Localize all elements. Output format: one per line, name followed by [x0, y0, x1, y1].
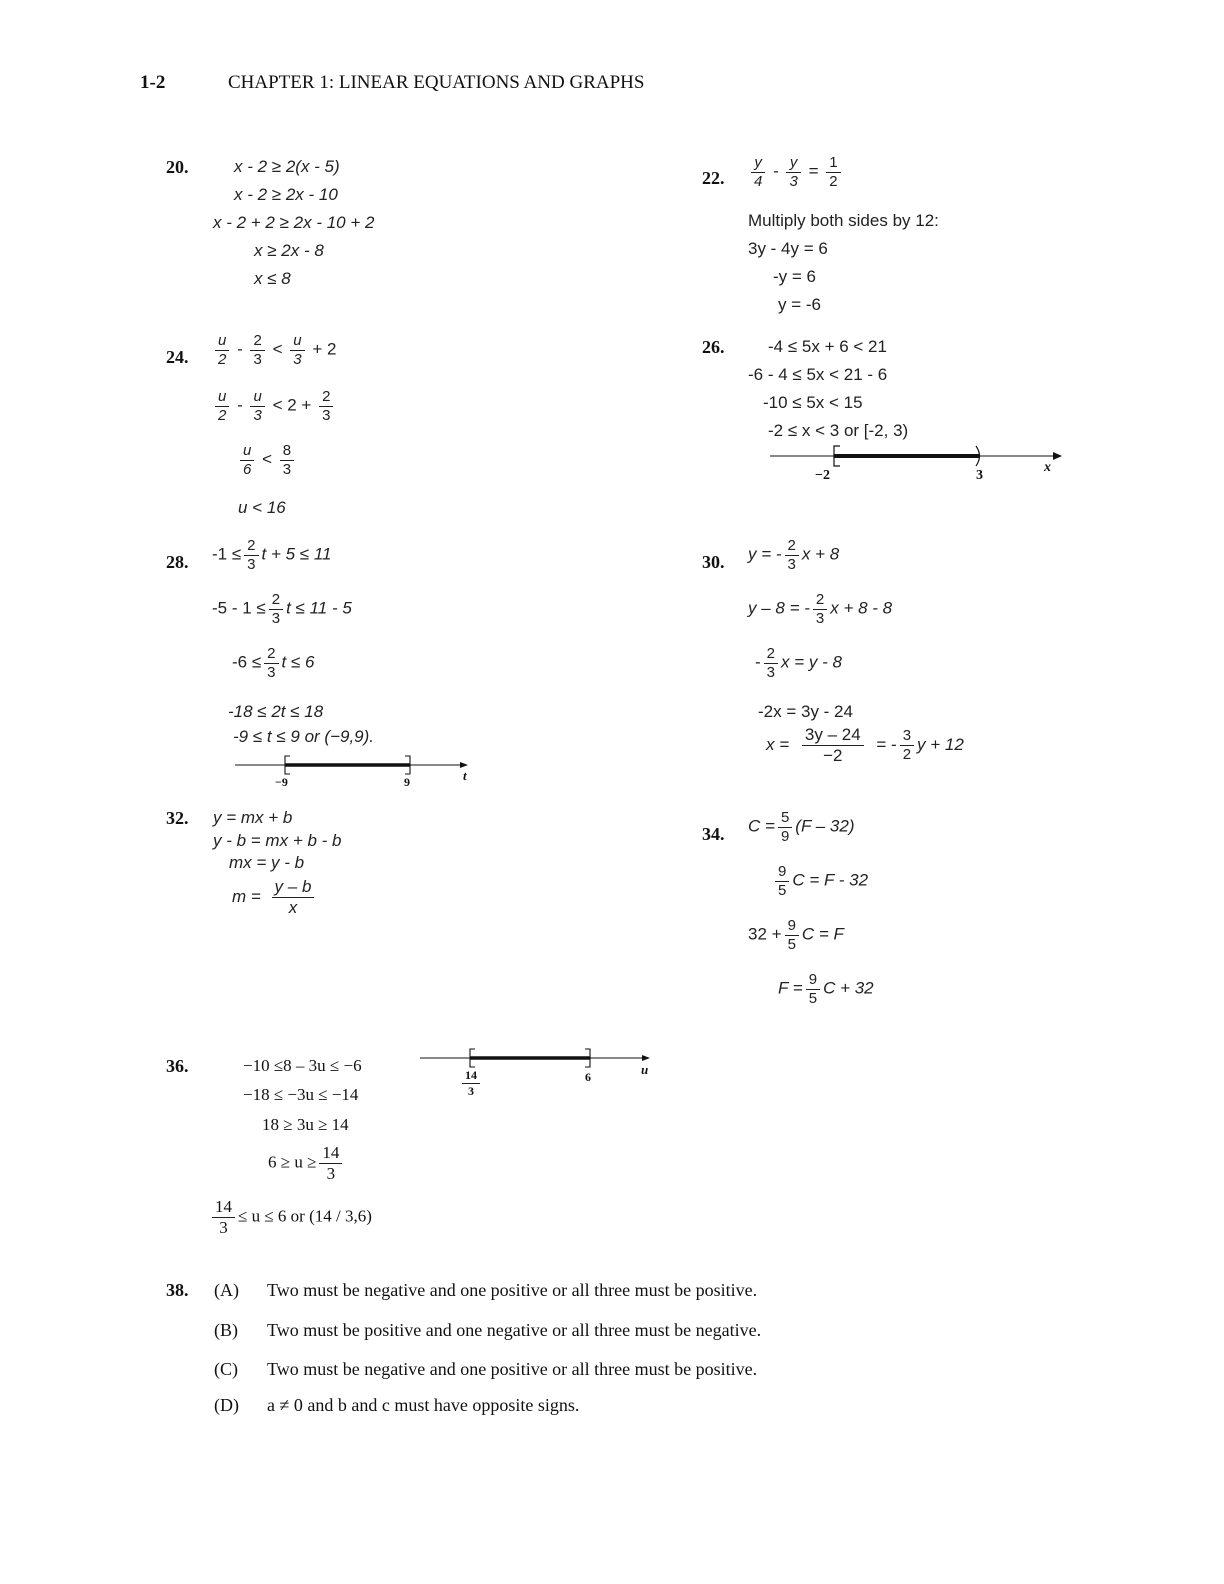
- fraction: [319, 389, 333, 424]
- denominator: 3: [247, 555, 256, 573]
- p38-item-c-text: Two must be negative and one positive or all three must be positive.: [267, 1359, 758, 1379]
- p24-line-4: u < 16: [238, 498, 286, 517]
- p20-line-4: x ≥ 2x - 8: [254, 241, 324, 260]
- numerator: y: [786, 155, 800, 173]
- denominator: 3: [219, 1217, 228, 1237]
- fraction: [269, 592, 283, 627]
- denominator: 3: [253, 406, 262, 424]
- rhs: C + 32: [823, 978, 874, 998]
- numerator: 8: [280, 443, 294, 461]
- numerator: 2: [764, 646, 778, 664]
- number-line-graphic: [235, 755, 475, 795]
- denominator: 3: [789, 172, 798, 190]
- numerator: 14: [462, 1069, 480, 1084]
- problem-26-number: 26.: [702, 337, 725, 357]
- denominator: 3: [253, 350, 262, 368]
- lhs: y = -: [748, 544, 782, 564]
- number-line-graphic: [420, 1048, 660, 1088]
- p36-number-line: [420, 1048, 660, 1088]
- p20-line-1: x - 2 ≥ 2(x - 5): [234, 157, 340, 176]
- p34-line-2: [772, 864, 868, 899]
- problem-38-number: 38.: [166, 1280, 189, 1300]
- denominator: 5: [778, 881, 787, 899]
- denominator: 3: [282, 460, 292, 478]
- p32-line-3: mx = y - b: [229, 853, 305, 872]
- rhs: ≤ u ≤ 6 or (14 / 3,6): [238, 1206, 372, 1226]
- numerator: 2: [244, 538, 258, 556]
- p26-left-label: −2: [815, 468, 830, 483]
- p26-line-2: -6 - 4 ≤ 5x < 21 - 6: [748, 365, 888, 384]
- p38-item-d-label: (D): [214, 1395, 239, 1415]
- p36-variable: u: [641, 1062, 649, 1077]
- p28-variable: t: [463, 768, 467, 783]
- fraction: [215, 389, 229, 424]
- fraction: [786, 155, 800, 190]
- problem-34-number: 34.: [702, 824, 725, 844]
- p20-line-5: x ≤ 8: [254, 269, 291, 288]
- fraction: [785, 918, 799, 953]
- relation: < 2 +: [272, 395, 312, 415]
- problem-24-number: 24.: [166, 347, 189, 367]
- p26-line-3: -10 ≤ 5x < 15: [763, 393, 863, 412]
- rhs: t ≤ 11 - 5: [286, 598, 352, 618]
- fraction: [802, 726, 864, 765]
- fraction: [264, 646, 278, 681]
- fraction: [250, 333, 264, 368]
- denominator: 3: [787, 555, 796, 573]
- p30-line-4: -2x = 3y - 24: [758, 702, 853, 721]
- rhs: t + 5 ≤ 11: [261, 544, 332, 564]
- p22-line-4: y = -6: [778, 295, 821, 314]
- operator: -: [237, 339, 243, 359]
- fraction: [775, 864, 789, 899]
- denominator: 3: [815, 609, 825, 627]
- p38-item-d-text: a ≠ 0 and b and c must have opposite signs.: [267, 1395, 580, 1415]
- fraction: [280, 443, 294, 478]
- p20-line-2: x - 2 ≥ 2x - 10: [234, 185, 338, 204]
- lhs: F =: [778, 978, 803, 998]
- numerator: u: [240, 443, 254, 461]
- page-number: 1-2: [140, 72, 166, 93]
- problem-32-number: 32.: [166, 808, 189, 828]
- rhs: C = F - 32: [792, 870, 869, 890]
- denominator: 3: [322, 406, 331, 424]
- numerator: 9: [775, 864, 789, 882]
- numerator: 2: [269, 592, 283, 610]
- lhs: m =: [232, 886, 261, 906]
- denominator: 3: [468, 1083, 474, 1098]
- p38-item-a-text: Two must be negative and one positive or all three must be positive.: [267, 1280, 758, 1300]
- p30-line-5: [766, 726, 964, 765]
- numerator: u: [215, 333, 229, 351]
- numerator: u: [215, 389, 229, 407]
- denominator: 2: [902, 745, 912, 763]
- p38-item-c-label: (C): [214, 1359, 238, 1379]
- rhs: x = y - 8: [781, 652, 842, 672]
- denominator: 3: [293, 350, 302, 368]
- problem-28-number: 28.: [166, 552, 189, 572]
- numerator: 14: [319, 1144, 342, 1164]
- fraction: [240, 443, 254, 478]
- fraction: [215, 333, 229, 368]
- denominator: 3: [766, 663, 776, 681]
- tail: + 2: [312, 339, 337, 359]
- p34-line-1: [748, 810, 855, 845]
- p24-line-2: [212, 389, 336, 424]
- p36-line-3: 18 ≥ 3u ≥ 14: [262, 1115, 349, 1134]
- lhs: -: [755, 652, 761, 672]
- denominator: 5: [808, 989, 818, 1007]
- numerator: y – b: [272, 878, 315, 898]
- p22-line-2: 3y - 4y = 6: [748, 239, 828, 258]
- denominator: 9: [780, 827, 790, 845]
- fraction: [785, 538, 799, 573]
- fraction: [212, 1198, 235, 1237]
- fraction: [826, 155, 840, 190]
- problem-30-number: 30.: [702, 552, 725, 572]
- fraction: [806, 972, 820, 1007]
- fraction: [250, 389, 264, 424]
- fraction: [462, 1069, 480, 1097]
- p34-line-4: [778, 972, 874, 1007]
- numerator: 2: [813, 592, 827, 610]
- lhs: -1 ≤: [212, 544, 242, 564]
- p26-line-1: -4 ≤ 5x + 6 < 21: [768, 337, 887, 356]
- rhs: y + 12: [917, 734, 964, 754]
- numerator: 2: [250, 333, 264, 351]
- fraction: [244, 538, 258, 573]
- p36-line-5: [212, 1198, 372, 1237]
- lhs: 32 +: [748, 924, 782, 944]
- problem-22-number: 22.: [702, 168, 725, 188]
- p36-left-label: [462, 1069, 480, 1097]
- p32-line-4: [232, 878, 320, 917]
- p24-line-1: [212, 333, 336, 368]
- p34-line-3: [748, 918, 844, 953]
- p28-line-1: [212, 538, 332, 573]
- p30-line-3: [755, 646, 842, 681]
- fraction: [813, 592, 827, 627]
- fraction: [751, 155, 765, 190]
- numerator: 3: [900, 728, 914, 746]
- denominator: 2: [218, 350, 227, 368]
- denominator: 6: [243, 460, 252, 478]
- numerator: 2: [319, 389, 333, 407]
- fraction: [290, 333, 304, 368]
- numerator: 5: [778, 810, 792, 828]
- axis-arrow: [1053, 452, 1062, 460]
- p36-right-label: 6: [585, 1070, 591, 1084]
- p28-line-2: [212, 592, 352, 627]
- rhs: x + 8: [801, 544, 840, 564]
- lhs: -6 ≤: [232, 652, 262, 672]
- relation: <: [272, 339, 283, 359]
- p22-line-3: -y = 6: [773, 267, 816, 286]
- p22-equation: [748, 155, 844, 190]
- fraction: [778, 810, 792, 845]
- rhs: t ≤ 6: [281, 652, 315, 672]
- problem-20-number: 20.: [166, 157, 189, 177]
- p26-variable: x: [1044, 460, 1051, 475]
- numerator: u: [290, 333, 304, 351]
- lhs: -5 - 1 ≤: [212, 598, 266, 618]
- p24-line-3: [237, 443, 297, 478]
- p36-line-1: −10 ≤8 – 3u ≤ −6: [243, 1056, 362, 1075]
- p32-line-2: y - b = mx + b - b: [213, 831, 342, 850]
- rhs: x + 8 - 8: [830, 598, 893, 618]
- denominator: 4: [754, 172, 763, 190]
- numerator: 9: [806, 972, 820, 990]
- p38-item-a-label: (A): [214, 1280, 239, 1300]
- fraction: [764, 646, 778, 681]
- p28-left-label: −9: [275, 775, 288, 789]
- lhs: 6 ≥ u ≥: [268, 1152, 317, 1172]
- denominator: 5: [787, 935, 796, 953]
- p30-line-2: [748, 592, 892, 627]
- chapter-title: CHAPTER 1: LINEAR EQUATIONS AND GRAPHS: [228, 72, 645, 93]
- lhs: C =: [748, 816, 775, 836]
- relation: <: [262, 449, 273, 469]
- p30-line-1: [748, 538, 839, 573]
- axis-arrow: [642, 1055, 650, 1061]
- fraction: [319, 1144, 342, 1183]
- numerator: 2: [264, 646, 278, 664]
- numerator: 2: [785, 538, 799, 556]
- fraction: [900, 728, 914, 763]
- operator: -: [237, 395, 243, 415]
- p28-line-5: -9 ≤ t ≤ 9 or (−9,9).: [233, 727, 375, 746]
- p38-item-b-text: Two must be positive and one negative or all three must be negative.: [267, 1320, 762, 1340]
- numerator: 14: [212, 1198, 235, 1218]
- p28-line-3: [232, 646, 314, 681]
- denominator: 3: [326, 1163, 336, 1183]
- denominator: 2: [218, 406, 227, 424]
- denominator: 2: [829, 172, 838, 190]
- denominator: x: [288, 897, 298, 917]
- p28-line-4: -18 ≤ 2t ≤ 18: [228, 702, 324, 721]
- operator: -: [773, 161, 779, 181]
- denominator: 3: [271, 609, 281, 627]
- p38-item-b-label: (B): [214, 1320, 238, 1340]
- middle: = -: [876, 734, 897, 754]
- lhs: x =: [766, 734, 790, 754]
- numerator: 1: [826, 155, 840, 173]
- rhs: C = F: [801, 924, 844, 944]
- numerator: 3y – 24: [802, 726, 864, 746]
- p36-line-4: [268, 1144, 345, 1183]
- numerator: u: [250, 389, 264, 407]
- denominator: 3: [267, 663, 276, 681]
- p22-line-1: Multiply both sides by 12:: [748, 211, 939, 230]
- lhs: y – 8 = -: [748, 598, 810, 618]
- numerator: y: [751, 155, 765, 173]
- p26-line-4: -2 ≤ x < 3 or [-2, 3): [768, 421, 909, 440]
- denominator: −2: [823, 745, 843, 765]
- p32-line-1: y = mx + b: [213, 808, 293, 827]
- equals: =: [808, 161, 819, 181]
- numerator: 9: [785, 918, 799, 936]
- problem-36-number: 36.: [166, 1056, 189, 1076]
- p26-right-label: 3: [976, 468, 983, 483]
- p28-right-label: 9: [404, 775, 410, 789]
- p20-line-3: x - 2 + 2 ≥ 2x - 10 + 2: [213, 213, 375, 232]
- fraction: [272, 878, 315, 917]
- p36-line-2: −18 ≤ −3u ≤ −14: [243, 1085, 359, 1104]
- rhs: (F – 32): [795, 816, 855, 836]
- p28-number-line: [235, 755, 475, 795]
